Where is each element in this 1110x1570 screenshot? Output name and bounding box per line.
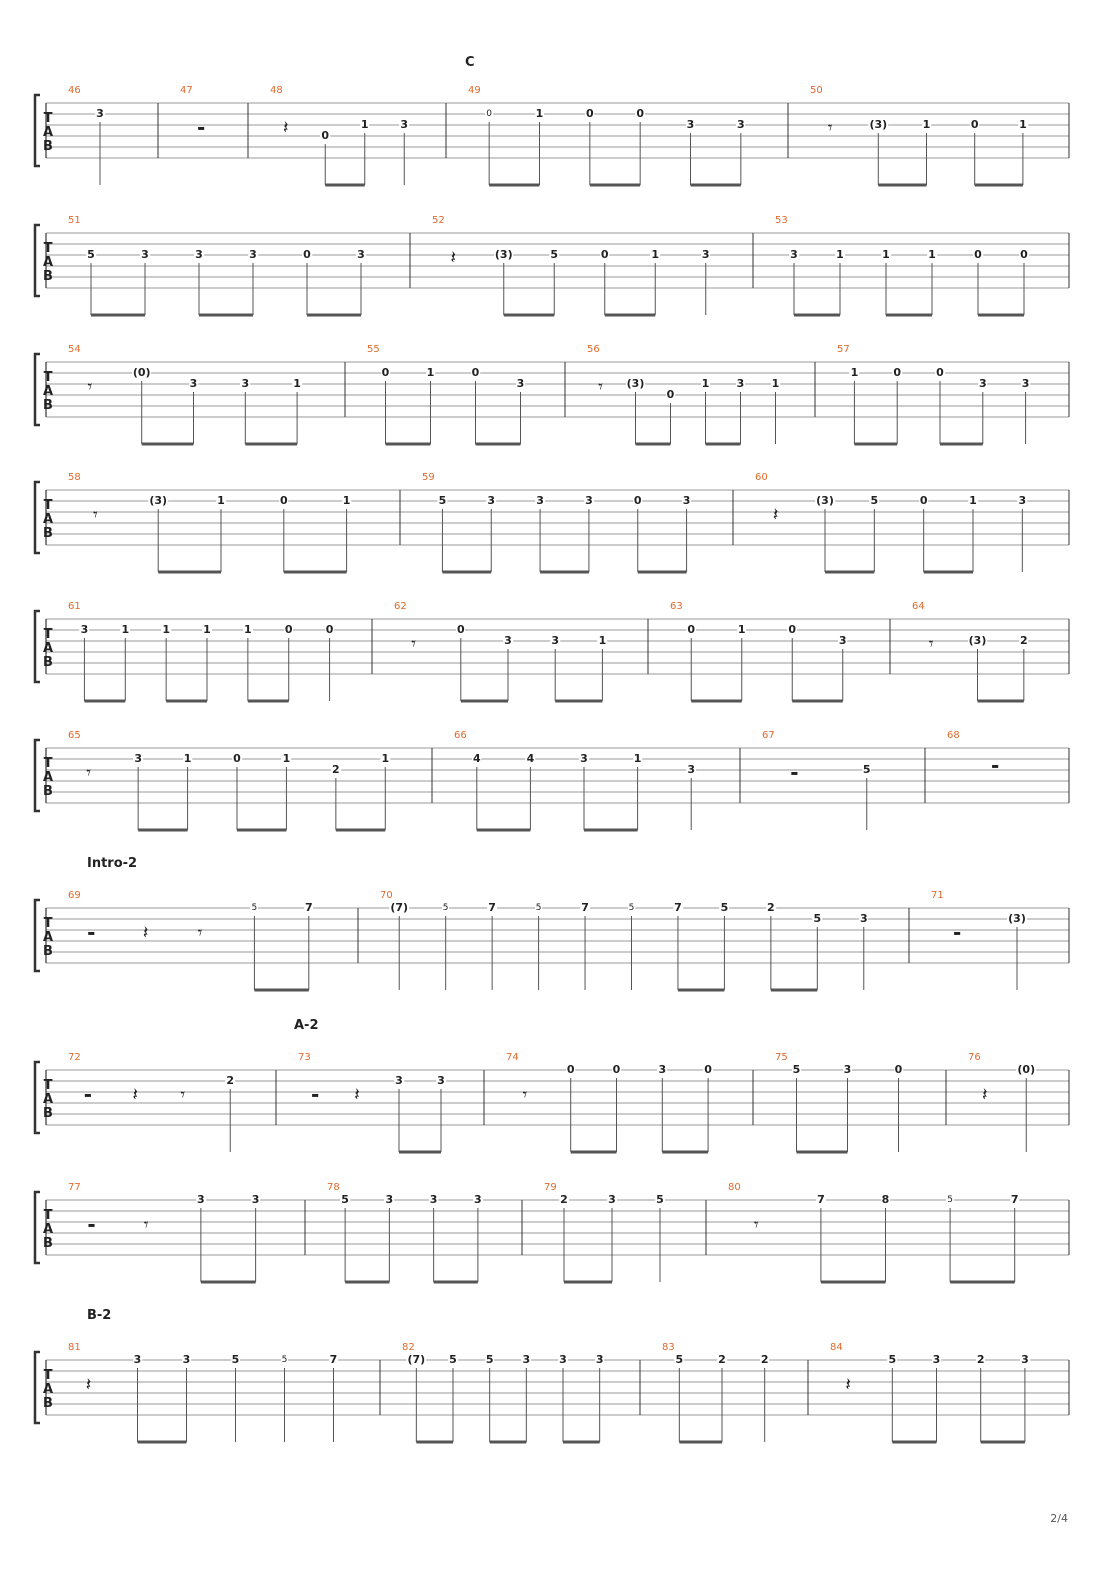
fret-number: 0 (970, 118, 979, 131)
tab-clef-letter: T (43, 241, 53, 256)
fret-number: 1 (282, 752, 291, 765)
fret-number: 1 (244, 623, 252, 636)
fret-number: 5 (720, 901, 729, 914)
tab-system (0, 472, 1110, 590)
tab-staff (0, 748, 1110, 848)
fret-number: 3 (195, 248, 203, 261)
fret-number: 3 (249, 248, 257, 261)
fret-number: 7 (581, 901, 589, 914)
measure-number: 76 (968, 1052, 981, 1063)
fret-number: 8 (881, 1193, 890, 1206)
measure-number: 70 (380, 890, 393, 901)
fret-number: 1 (598, 634, 607, 647)
grace-note-fret: 5 (281, 1355, 288, 1365)
system-bracket (35, 1192, 40, 1263)
fret-number: 1 (1019, 118, 1027, 131)
half-rest-icon: ▬ (87, 1220, 96, 1230)
fret-number: 0 (233, 752, 241, 765)
fret-number: 3 (843, 1063, 852, 1076)
fret-number: 3 (536, 494, 544, 507)
grace-note-fret: 5 (947, 1195, 953, 1205)
tab-staff (0, 1200, 1110, 1300)
measure-number: 69 (68, 890, 81, 901)
fret-number: 0 (321, 129, 330, 142)
fret-number: 5 (870, 494, 879, 507)
fret-number: 3 (859, 912, 868, 925)
tab-clef-letter: A (42, 512, 54, 527)
fret-number: 0 (893, 366, 902, 379)
quarter-rest-icon: 𝄽 (142, 922, 149, 944)
tab-clef-letter: A (42, 930, 54, 945)
fret-number: 3 (1021, 1353, 1029, 1366)
fret-number: 4 (526, 752, 535, 765)
fret-number: 7 (488, 901, 496, 914)
quarter-rest-icon: 𝄽 (981, 1084, 988, 1106)
fret-number: 1 (850, 366, 859, 379)
fret-number: 3 (241, 377, 250, 390)
fret-number: 0 (284, 623, 293, 636)
measure-number: 56 (587, 344, 600, 355)
measure-number: 65 (68, 730, 81, 741)
measure-number: 60 (755, 472, 768, 483)
fret-number: 5 (87, 248, 95, 261)
half-rest-icon: ▬ (197, 123, 205, 133)
fret-number: 3 (658, 1063, 667, 1076)
fret-number: 3 (790, 248, 798, 261)
tab-clef-letter: B (43, 944, 53, 959)
tab-clef-letter: T (43, 916, 53, 931)
fret-number: 2 (332, 763, 340, 776)
grace-note-fret: 0 (486, 109, 493, 119)
fret-number: 0 (974, 248, 982, 261)
fret-number: 1 (535, 107, 544, 120)
half-rest-icon: ▬ (311, 1090, 319, 1100)
tab-clef-letter: T (43, 756, 53, 771)
measure-number: 54 (68, 344, 81, 355)
fret-number: 0 (566, 1063, 575, 1076)
tab-system (0, 730, 1110, 848)
fret-number: 3 (686, 118, 695, 131)
quarter-rest-icon: 𝄽 (354, 1084, 360, 1106)
fret-number: 2 (226, 1074, 235, 1087)
measure-number: 82 (402, 1342, 415, 1353)
fret-number: 3 (608, 1193, 616, 1206)
fret-number: 5 (485, 1353, 494, 1366)
whole-rest-icon: ▬ (991, 761, 999, 771)
fret-number: 3 (487, 494, 496, 507)
fret-number: 0 (279, 494, 288, 507)
half-rest-icon: ▬ (83, 1090, 92, 1100)
fret-number: 1 (771, 377, 780, 390)
tab-staff (0, 103, 1110, 203)
grace-note-fret: 5 (251, 903, 258, 913)
fret-number: 7 (674, 901, 682, 914)
measure-number: 81 (68, 1342, 81, 1353)
measure-number: 49 (468, 85, 481, 96)
measure-number: 74 (506, 1052, 519, 1063)
tab-clef-letter: A (42, 1092, 54, 1107)
tab-clef-letter: A (42, 770, 54, 785)
fret-number: 5 (231, 1353, 240, 1366)
tab-system (0, 1182, 1110, 1300)
fret-number: 7 (817, 1193, 825, 1206)
tab-clef-letter: A (42, 384, 54, 399)
tab-system (0, 1342, 1110, 1460)
fret-number: 1 (342, 494, 351, 507)
measure-number: 62 (394, 601, 407, 612)
fret-number: 0 (456, 623, 465, 636)
half-rest-icon: ▬ (87, 928, 95, 938)
tab-system (0, 601, 1110, 719)
measure-number: 48 (270, 85, 283, 96)
fret-number: (3) (1008, 912, 1026, 925)
fret-number: 0 (687, 623, 696, 636)
quarter-rest-icon: 𝄽 (132, 1084, 139, 1106)
fret-number: 3 (189, 377, 198, 390)
fret-number: 1 (969, 494, 977, 507)
fret-number: 2 (560, 1193, 568, 1206)
fret-number: 1 (217, 494, 225, 507)
tab-clef-letter: T (43, 1208, 53, 1223)
eighth-rest-icon: 𝄾 (928, 633, 934, 655)
fret-number: 3 (559, 1353, 567, 1366)
measure-number: 51 (68, 215, 81, 226)
eighth-rest-icon: 𝄾 (598, 376, 603, 398)
system-bracket (35, 900, 40, 971)
eighth-rest-icon: 𝄾 (197, 922, 203, 944)
fret-number: 3 (96, 107, 104, 120)
fret-number: 5 (656, 1193, 664, 1206)
fret-number: 5 (675, 1353, 684, 1366)
fret-number: 1 (162, 623, 170, 636)
system-bracket (35, 740, 40, 811)
fret-number: 1 (882, 248, 890, 261)
tab-clef-letter: A (42, 1222, 54, 1237)
fret-number: 2 (1020, 634, 1028, 647)
eighth-rest-icon: 𝄾 (143, 1214, 149, 1236)
fret-number: (0) (1017, 1063, 1036, 1076)
measure-number: 50 (810, 85, 823, 96)
fret-number: 2 (767, 901, 775, 914)
measure-number: 57 (837, 344, 850, 355)
eighth-rest-icon: 𝄾 (827, 117, 833, 139)
fret-number: 0 (666, 388, 675, 401)
fret-number: 1 (183, 752, 192, 765)
fret-number: 3 (182, 1353, 191, 1366)
tab-clef-letter: T (43, 1368, 53, 1383)
fret-number: 3 (580, 752, 588, 765)
tab-staff (0, 1070, 1110, 1170)
measure-number: 61 (68, 601, 81, 612)
measure-number: 67 (762, 730, 775, 741)
fret-number: 0 (633, 494, 642, 507)
fret-number: 3 (429, 1193, 438, 1206)
fret-number: 3 (197, 1193, 205, 1206)
fret-number: 0 (612, 1063, 621, 1076)
fret-number: 2 (718, 1353, 726, 1366)
measure-number: 78 (327, 1182, 340, 1193)
tab-clef-letter: B (43, 655, 53, 670)
fret-number: 3 (400, 118, 409, 131)
section-label-b-2: B-2 (87, 1308, 112, 1323)
measure-number: 66 (454, 730, 467, 741)
tab-clef-letter: A (42, 641, 54, 656)
fret-number: 0 (936, 366, 944, 379)
measure-number: 47 (180, 85, 193, 96)
tab-clef-letter: T (43, 370, 53, 385)
fret-number: 1 (928, 248, 936, 261)
half-rest-icon: ▬ (953, 928, 961, 938)
tab-clef-letter: A (42, 125, 54, 140)
measure-number: 73 (298, 1052, 311, 1063)
fret-number: 1 (701, 377, 710, 390)
fret-number: 0 (636, 107, 644, 120)
fret-number: 3 (1018, 494, 1027, 507)
fret-number: 0 (704, 1063, 712, 1076)
fret-number: 3 (737, 118, 745, 131)
grace-note-fret: 5 (628, 903, 635, 913)
tab-clef-letter: B (43, 1106, 53, 1121)
quarter-rest-icon: 𝄽 (845, 1374, 851, 1396)
fret-number: 1 (836, 248, 844, 261)
fret-number: 5 (888, 1353, 897, 1366)
fret-number: 3 (141, 248, 149, 261)
fret-number: 4 (472, 752, 481, 765)
fret-number: (3) (626, 377, 645, 390)
measure-number: 75 (775, 1052, 788, 1063)
fret-number: 3 (385, 1193, 394, 1206)
section-label-a-2: A-2 (294, 1018, 319, 1033)
system-bracket (35, 225, 40, 296)
fret-number: 3 (437, 1074, 445, 1087)
fret-number: 3 (522, 1353, 531, 1366)
fret-number: 0 (600, 248, 609, 261)
fret-number: 5 (341, 1193, 349, 1206)
fret-number: 2 (976, 1353, 985, 1366)
fret-number: 0 (586, 107, 594, 120)
eighth-rest-icon: 𝄾 (522, 1084, 528, 1106)
measure-number: 52 (432, 215, 445, 226)
tab-staff (0, 908, 1110, 1008)
eighth-rest-icon: 𝄾 (87, 376, 93, 398)
measure-number: 71 (931, 890, 944, 901)
fret-number: 3 (585, 494, 593, 507)
fret-number: 3 (395, 1074, 403, 1087)
fret-number: 3 (687, 763, 696, 776)
section-label-intro-2: Intro-2 (87, 856, 138, 871)
system-bracket (35, 1062, 40, 1133)
fret-number: 0 (894, 1063, 903, 1076)
eighth-rest-icon: 𝄾 (180, 1084, 186, 1106)
fret-number: 3 (504, 634, 512, 647)
fret-number: 1 (381, 752, 390, 765)
fret-number: (7) (407, 1353, 426, 1366)
eighth-rest-icon: 𝄾 (411, 633, 416, 655)
tab-clef-letter: B (43, 784, 53, 799)
fret-number: 7 (329, 1353, 338, 1366)
system-bracket (35, 354, 40, 425)
tab-clef-letter: B (43, 526, 53, 541)
fret-number: 3 (736, 377, 745, 390)
fret-number: 0 (381, 366, 390, 379)
eighth-rest-icon: 𝄾 (753, 1214, 759, 1236)
fret-number: 5 (449, 1353, 457, 1366)
system-bracket (35, 95, 40, 166)
tab-system (0, 890, 1110, 1008)
grace-note-fret: 5 (442, 903, 449, 913)
fret-number: 0 (303, 248, 311, 261)
fret-number: 5 (862, 763, 871, 776)
fret-number: 0 (1020, 248, 1028, 261)
fret-number: 1 (633, 752, 642, 765)
measure-number: 59 (422, 472, 435, 483)
tab-clef-letter: T (43, 111, 53, 126)
measure-number: 72 (68, 1052, 81, 1063)
fret-number: 3 (357, 248, 365, 261)
measure-number: 77 (68, 1182, 81, 1193)
tab-clef-letter: T (43, 1078, 53, 1093)
fret-number: (7) (390, 901, 409, 914)
tab-clef-letter: A (42, 1382, 54, 1397)
tab-clef-letter: A (42, 255, 54, 270)
fret-number: 1 (737, 623, 746, 636)
fret-number: (3) (494, 248, 513, 261)
fret-number: 3 (516, 377, 525, 390)
tab-clef-letter: B (43, 1396, 53, 1411)
fret-number: 2 (760, 1353, 769, 1366)
fret-number: 1 (922, 118, 931, 131)
tab-system (0, 1052, 1110, 1170)
fret-number: 1 (203, 623, 211, 636)
fret-number: 3 (682, 494, 691, 507)
quarter-rest-icon: 𝄽 (282, 117, 289, 139)
tab-system (0, 344, 1110, 462)
fret-number: 3 (978, 377, 987, 390)
fret-number: 3 (701, 248, 710, 261)
system-bracket (35, 611, 40, 682)
fret-number: 3 (595, 1353, 604, 1366)
tab-clef-letter: B (43, 1236, 53, 1251)
eighth-rest-icon: 𝄾 (86, 762, 92, 784)
measure-number: 58 (68, 472, 81, 483)
fret-number: 1 (293, 377, 301, 390)
tab-clef-letter: T (43, 627, 53, 642)
fret-number: 3 (251, 1193, 260, 1206)
fret-number: (3) (816, 494, 834, 507)
fret-number: 3 (1021, 377, 1030, 390)
measure-number: 64 (912, 601, 925, 612)
tab-clef-letter: B (43, 269, 53, 284)
tab-staff (0, 1360, 1110, 1460)
tab-clef-letter: B (43, 139, 53, 154)
fret-number: 5 (550, 248, 559, 261)
fret-number: (3) (149, 494, 168, 507)
fret-number: 5 (813, 912, 822, 925)
tab-system (0, 215, 1110, 333)
fret-number: (3) (869, 118, 888, 131)
fret-number: 1 (360, 118, 369, 131)
measure-number: 55 (367, 344, 380, 355)
tab-system (0, 85, 1110, 203)
section-label-c: C (465, 55, 475, 70)
fret-number: 1 (426, 366, 435, 379)
fret-number: 3 (80, 623, 89, 636)
fret-number: 0 (919, 494, 928, 507)
eighth-rest-icon: 𝄾 (92, 504, 98, 526)
fret-number: 3 (551, 634, 560, 647)
fret-number: 1 (121, 623, 130, 636)
page-number: 2/4 (1050, 1512, 1068, 1525)
measure-number: 79 (544, 1182, 557, 1193)
quarter-rest-icon: 𝄽 (85, 1374, 92, 1396)
fret-number: 7 (304, 901, 313, 914)
measure-number: 63 (670, 601, 683, 612)
fret-number: 3 (133, 1353, 142, 1366)
measure-number: 80 (728, 1182, 741, 1193)
quarter-rest-icon: 𝄽 (450, 247, 457, 269)
system-bracket (35, 1352, 40, 1423)
fret-number: 0 (788, 623, 797, 636)
measure-number: 68 (947, 730, 960, 741)
fret-number: 5 (438, 494, 447, 507)
fret-number: 5 (792, 1063, 801, 1076)
fret-number: 1 (651, 248, 660, 261)
measure-number: 46 (68, 85, 81, 96)
fret-number: 3 (838, 634, 847, 647)
fret-number: 7 (1010, 1193, 1019, 1206)
measure-number: 84 (830, 1342, 843, 1353)
system-bracket (35, 482, 40, 553)
grace-note-fret: 5 (535, 903, 542, 913)
fret-number: (0) (132, 366, 151, 379)
fret-number: 0 (471, 366, 480, 379)
fret-number: 3 (134, 752, 142, 765)
quarter-rest-icon: 𝄽 (772, 504, 779, 526)
measure-number: 83 (662, 1342, 675, 1353)
fret-number: 0 (325, 623, 334, 636)
fret-number: 3 (932, 1353, 941, 1366)
fret-number: (3) (968, 634, 987, 647)
measure-number: 53 (775, 215, 788, 226)
tab-clef-letter: B (43, 398, 53, 413)
half-rest-icon: ▬ (790, 768, 799, 778)
tab-clef-letter: T (43, 498, 53, 513)
fret-number: 3 (474, 1193, 482, 1206)
